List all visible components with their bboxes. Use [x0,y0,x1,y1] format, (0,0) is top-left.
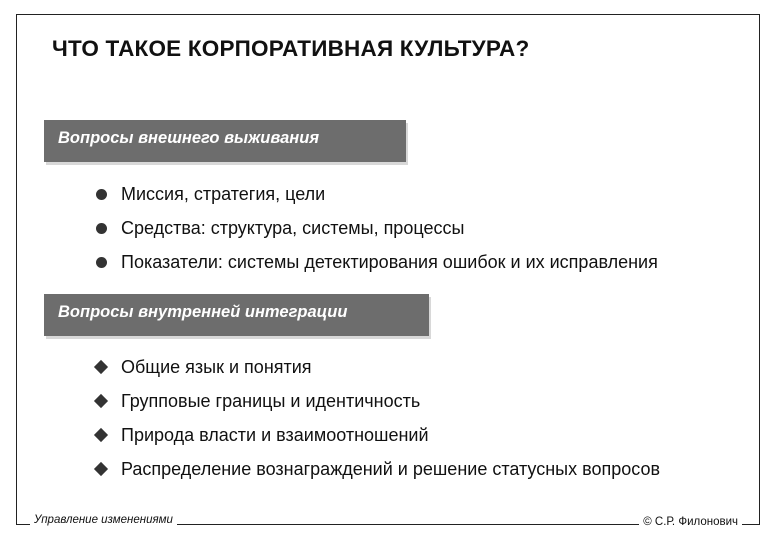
slide-title: ЧТО ТАКОЕ КОРПОРАТИВНАЯ КУЛЬТУРА? [52,36,530,61]
section-heading: Вопросы внутренней интеграции [58,303,348,321]
bullet-dot-icon [96,257,107,268]
section-header-external [44,120,406,162]
section-heading: Вопросы внешнего выживания [58,129,320,147]
bullet-dot-icon [96,189,107,200]
footer-course-name: Управление изменениями [30,514,177,526]
footer-copyright: © С.Р. Филонович [639,516,742,528]
section-header-internal [44,294,429,336]
bullet-dot-icon [96,223,107,234]
